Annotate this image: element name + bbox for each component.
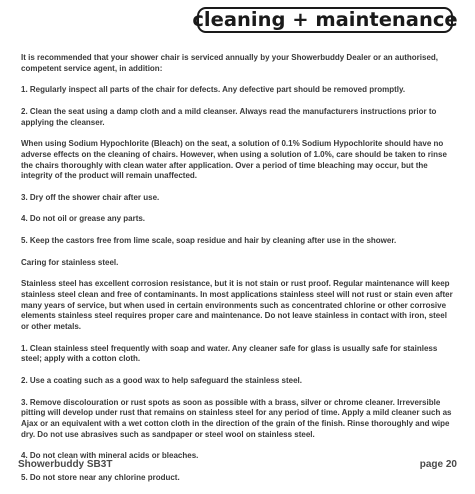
stainless-step-no-chlorine: 5. Do not store near any chlorine product.: [21, 472, 180, 482]
section-heading-stainless: Caring for stainless steel.: [21, 257, 119, 267]
instruction-no-oil: 4. Do not oil or grease any parts.: [21, 214, 146, 224]
instruction-inspect: 1. Regularly inspect all parts of the chair for defects. Any defective part should be removed promptly.: [21, 85, 406, 95]
page-title-box: [192, 7, 458, 33]
page-title: cleaning + maintenance: [192, 7, 458, 31]
instruction-dry: 3. Dry off the shower chair after use.: [21, 192, 160, 202]
stainless-intro-paragraph: Stainless steel has excellent corrosion resistance, but it is not stain or rust proof. Regular maintenance will keep stainless steel clean and free of contaminants. In most applications stainless steel will not rust or stain even after many years of service, but when used in certain environments such as concentrated chlorine or other corrosive elements stainless steel requires proper care and maintenance. Do not leave stainless in contact with iron, steel or other metals.: [21, 279, 453, 332]
footer-product-name: Showerbuddy SB3T: [18, 459, 113, 470]
stainless-step-clean: 1. Clean stainless steel frequently with soap and water. Any cleaner safe for glass is usually safe for stainless steel; apply with a cotton cloth.: [21, 343, 438, 364]
body-content: [21, 53, 457, 494]
instruction-castors: 5. Keep the castors free from lime scale, soap residue and hair by cleaning after use in the shower.: [21, 236, 397, 246]
intro-paragraph: It is recommended that your shower chair is serviced annually by your Showerbuddy Dealer or an authorised, competent service agent, in addition:: [21, 53, 439, 73]
instruction-clean-seat: 2. Clean the seat using a damp cloth and a mild cleanser. Always read the manufacturers instructions prior to applying the cleanser.: [21, 106, 437, 127]
bleach-paragraph: When using Sodium Hypochlorite (Bleach) on the seat, a solution of 0.1% Sodium Hypochlorite should have no adverse effects on the cleaning of chairs. However, when using a solution of 1.0%, care should be taken to rinse the chairs thoroughly with clean water after application. Over a period of time bleaching may occur, but the integrity of the product will remain unaffected.: [21, 139, 447, 181]
footer-page-number: page 20: [419, 459, 457, 470]
stainless-step-coating: 2. Use a coating such as a good wax to help safeguard the stainless steel.: [21, 375, 302, 385]
stainless-step-rust: 3. Remove discolouration or rust spots as soon as possible with a brass, silver or chrome cleaner. Irreversible pitting will develop under rust that remains on stainless steel for any period of time. Apply a mild cleaner such as Ajax or an equivalent with a wet cotton cloth in the direction of the grain of the finish. Rinse thoroughly and wipe dry. Do not use abrasives such as sandpaper or steel wool on stainless steel.: [21, 397, 452, 439]
stainless-step-no-acids: 4. Do not clean with mineral acids or bleaches.: [21, 451, 199, 461]
